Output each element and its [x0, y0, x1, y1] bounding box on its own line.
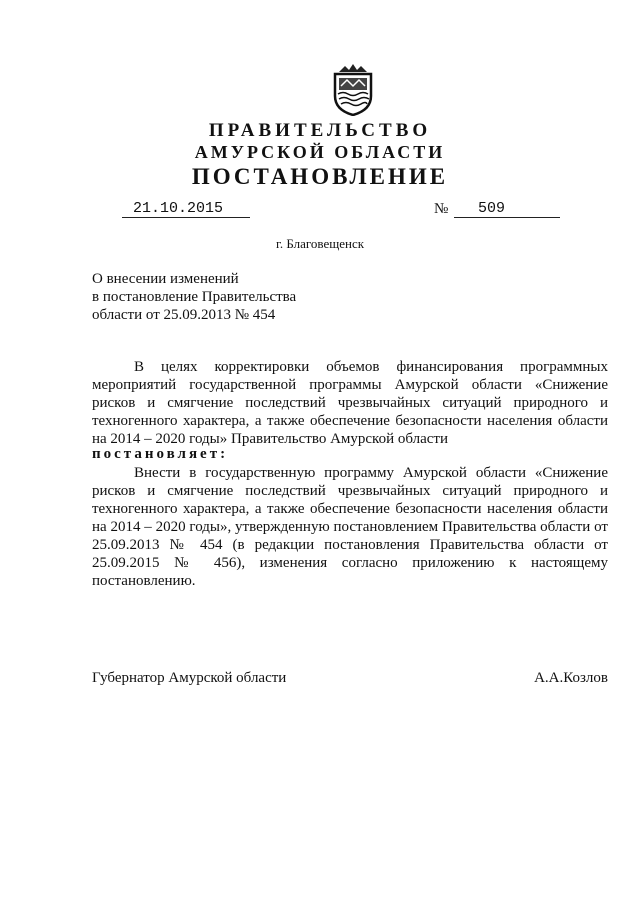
coat-of-arms-icon [331, 62, 375, 116]
number-sign: № [434, 201, 449, 217]
organization-name-line2: АМУРСКОЙ ОБЛАСТИ [194, 142, 446, 162]
number-underline [454, 217, 560, 218]
resolution-paragraph: Внести в государственную программу Амурской области «Снижение рисков и смягчение последствий чрезвычайных ситуаций природного и техногенного характера, а также обеспечение безопасности населения области на 2014 – 2020 годы», утвержденную постановлением Правительства области от 25.09.2013 № 454 (в редакции постановления Правительства области от 25.09.2015 № 456), изменения согласно приложению к настоящему постановлению. [92, 465, 608, 589]
signatory-title: Губернатор Амурской области [92, 670, 287, 686]
subject-line: области от 25.09.2013 № 454 [92, 307, 276, 323]
document-subject [92, 270, 296, 324]
document-number: 509 [478, 200, 506, 217]
decree-word: постановляет: [92, 446, 229, 462]
document-type-title: ПОСТАНОВЛЕНИЕ [191, 164, 449, 189]
city-label: г. Благовещенск [275, 236, 365, 251]
date-underline [122, 217, 250, 218]
preamble-paragraph: В целях корректировки объемов финансирования программных мероприятий государственной программы Амурской области «Снижение рисков и смягчение последствий чрезвычайных ситуаций природного и техногенного характера, а также обеспечение безопасности населения области на 2014 – 2020 годы» Правительство Амурской области [92, 359, 608, 447]
organization-name-line1: ПРАВИТЕЛЬСТВО [208, 120, 432, 141]
signatory-name: А.А.Козлов [534, 670, 608, 686]
subject-line: О внесении изменений [92, 271, 239, 287]
subject-line: в постановление Правительства [92, 289, 297, 305]
document-date: 21.10.2015 [133, 200, 224, 217]
